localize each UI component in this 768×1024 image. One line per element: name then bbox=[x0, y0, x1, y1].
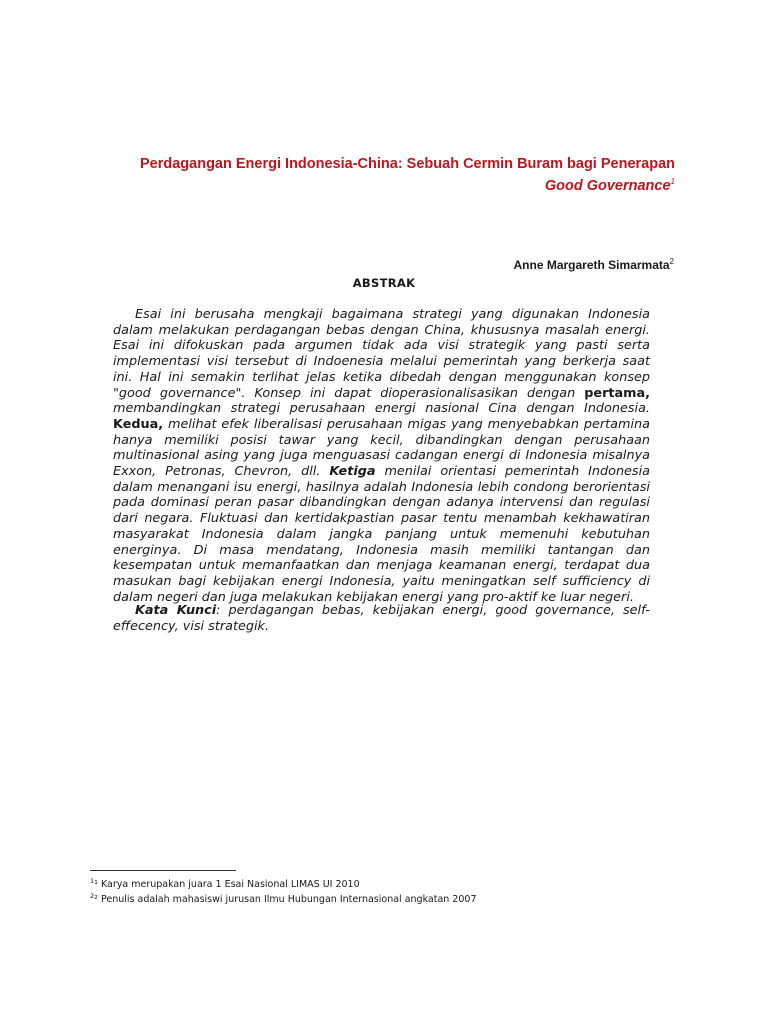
author-name bbox=[300, 258, 674, 272]
abstract-keyword-ketiga: Ketiga bbox=[329, 464, 376, 480]
author-name-text: Anne Margareth Simarmata bbox=[513, 258, 670, 272]
footnote-1 bbox=[90, 877, 690, 890]
footnote-1-text: ¹ Karya merupakan juara 1 Esai Nasional LIMAS UI 2010 bbox=[94, 879, 360, 891]
footnote-2-text: ² Penulis adalah mahasiswi jurusan Ilmu Hubungan Internasional angkatan 2007 bbox=[94, 894, 477, 906]
title-line-1: Perdagangan Energi Indonesia-China: Sebuah Cermin Buram bagi Penerapan bbox=[140, 156, 675, 172]
footnote-1-mark: 1 bbox=[90, 877, 95, 885]
abstract-keyword-pertama: pertama, bbox=[584, 385, 650, 401]
abstract-paragraph bbox=[113, 307, 650, 605]
document-title bbox=[100, 153, 675, 197]
abstract-seg-4: menilai orientasi pemerintah Indonesia dalam menangani isu energi, hasilnya adalah Indonesia lebih condong berorientasi pada dominasi peran pasar dibandingkan dengan adanya intervensi dan regulasi dari negara. Fluktuasi dan kertidakpastian pasar tentu menambah kekhawatiran masyarakat Indonesia dalam jangka panjang untuk memenuhi kebutuhan energinya. Di masa mendatang, Indonesia masih memiliki tantangan dan kesempatan untuk memanfaatkan dan menjaga keamanan energi, terdapat dua masukan bagi kebijakan energi Indonesia, yaitu meningatkan self sufficiency di dalam negeri dan juga melakukan kebijakan energi yang pro-aktif ke luar negeri. bbox=[113, 464, 650, 605]
abstract-heading: ABSTRAK bbox=[352, 276, 416, 290]
abstract-seg-3: melihat efek liberalisasi perusahaan migas yang menyebabkan pertamina hanya memiliki posisi tawar yang kecil, dibandingkan dengan perusahaan multinasional asing yang juga menguasasi cadangan energi di Indonesia misalnya Exxon, Petronas, Chevron, dll. bbox=[113, 416, 650, 480]
footnote-2 bbox=[90, 892, 690, 905]
author-footnote-ref[interactable]: 2 bbox=[669, 257, 674, 266]
abstract-seg-2: membandingkan strategi perusahaan energi nasional Cina dengan Indonesia. bbox=[113, 401, 650, 417]
keywords-text: : perdagangan bebas, kebijakan energi, good governance, self-effecency, visi strategik. bbox=[113, 603, 651, 634]
keywords-paragraph bbox=[113, 603, 650, 634]
abstract-seg-1: Esai ini berusaha mengkaji bagaimana strategi yang digunakan Indonesia dalam melakukan perdagangan bebas dengan China, khususnya masalah energi. Esai ini difokuskan pada argumen tidak ada visi strategik yang pasti serta implementasi visi tersebut di Indoenesia melalui pemerintah yang berkerja saat ini. Hal ini semakin terlihat jelas ketika dibedah dengan menggunakan konsep "good governance". Konsep ini dapat dioperasionalisasikan dengan bbox=[113, 307, 650, 401]
abstract-keyword-kedua: Kedua, bbox=[113, 416, 164, 432]
footnote-2-mark: 2 bbox=[90, 892, 95, 900]
title-good-governance: Good Governance bbox=[544, 178, 671, 194]
title-line-2 bbox=[100, 175, 675, 197]
abstract-body bbox=[113, 307, 650, 605]
title-footnote-ref[interactable]: 1 bbox=[670, 177, 675, 187]
footnote-separator bbox=[90, 870, 236, 871]
keywords-label: Kata Kunci bbox=[135, 603, 217, 618]
